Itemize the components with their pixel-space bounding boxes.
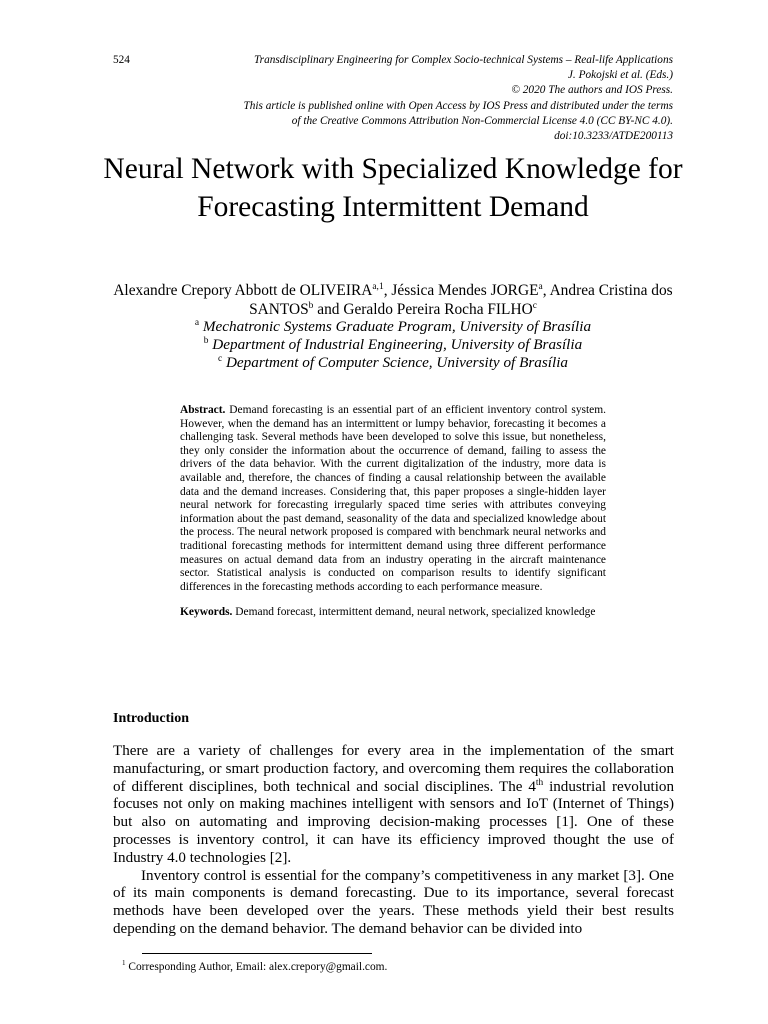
paragraph: Inventory control is essential for the company’s competitiveness in any market [3]. One of its main components is demand forecasting. Due to its importance, several forecast methods have been developed over the years. These methods yield their best results depending on the demand behavior. The demand behavior can be divided into [113, 867, 674, 937]
footnote-text: Corresponding Author, Email: alex.crepory@gmail.com. [128, 961, 388, 973]
author-name: Geraldo Pereira Rocha FILHO [343, 300, 533, 318]
keywords [180, 606, 606, 620]
paragraph-text: industrial revolution focuses not only on making machines intelligent with sensors and IoT (Internet of Things) but also on automating and improving decision-making processes [1]. One of these processes is inventory control, it can have its efficiency improved thought the use of Industry 4.0 technologies [2]. [113, 778, 675, 866]
affiliation-mark: c [217, 353, 223, 364]
ordinal-superscript: th [535, 777, 544, 788]
header-line-editors: J. Pokojski et al. (Eds.) [567, 69, 673, 82]
header-line-license-1: This article is published online with Open Access by IOS Press and distributed under the terms [243, 99, 673, 112]
abstract [180, 404, 606, 594]
abstract-block [180, 404, 606, 620]
header-line-copyright: © 2020 The authors and IOS Press. [511, 84, 673, 97]
affiliation [100, 336, 686, 354]
author-separator: , [383, 282, 392, 299]
section-heading: Introduction [113, 711, 189, 726]
header-line-license-2: of the Creative Commons Attribution Non-Commercial License 4.0 (CC BY-NC 4.0). [291, 114, 673, 127]
author-affil-mark: b [308, 299, 314, 311]
abstract-text: Demand forecasting is an essential part of an efficient inventory control system. However, when the demand has an intermittent or lumpy behavior, forecasting it becomes a challenging task. Several methods have been developed to solve this issue, but nonetheless, they only consider the information about the occurrence of demand, failing to assess the drivers of the data behavior. With the current digitalization of the industry, more data is available and, therefore, the chances of finding a causal relationship between the available data and the demand increases. Considering that, this paper proposes a single-hidden layer neural network for forecasting irregularly spaced time series with attributes conveying information about the past demand, seasonality of the data and specialized knowledge about the process. The neural network proposed is compared with benchmark neural networks and traditional forecasting methods for intermittent demand using three different performance measures on actual demand data from an industry operating in the aircraft maintenance sector. Statistical analysis is conducted on comparison results to identify significant differences in the forecasting methods according to each performance measure. [180, 404, 607, 593]
affiliation-text: Mechatronic Systems Graduate Program, University of Brasília [202, 318, 592, 335]
author-separator: and [313, 300, 344, 318]
keywords-text: Demand forecast, intermittent demand, neural network, specialized knowledge [235, 606, 596, 619]
affiliation [100, 318, 686, 336]
affiliation-mark: b [203, 335, 209, 346]
keywords-label: Keywords. [180, 606, 233, 619]
paper-title: Neural Network with Specialized Knowledge for Forecasting Intermittent Demand [103, 153, 683, 223]
affiliation-list [100, 318, 686, 371]
author-name: Andrea Cristina dos SANTOS [249, 282, 673, 318]
affiliation-mark: a [194, 317, 200, 328]
author-name: Jéssica Mendes JORGE [391, 282, 539, 299]
running-header [113, 53, 673, 144]
publication-info [113, 53, 673, 144]
affiliation [100, 354, 686, 372]
footnote [122, 960, 387, 974]
header-line-doi: doi:10.3233/ATDE200113 [554, 130, 673, 143]
header-line-series: Transdisciplinary Engineering for Complex Socio-technical Systems – Real-life Applications [254, 54, 673, 66]
footnote-separator [142, 953, 372, 954]
paragraph-text: There are a variety of challenges for every area in the implementation of the smart manufacturing, or smart production factory, and overcoming them requires the collaboration of different disciplines, both technical and social disciplines. The 4 [113, 743, 674, 795]
paragraph [113, 743, 674, 868]
body-text [113, 743, 674, 939]
affiliation-text: Department of Computer Science, University of Brasília [225, 353, 569, 371]
abstract-label: Abstract. [180, 404, 226, 416]
author-affil-mark: c [532, 299, 537, 311]
footnote-mark: 1 [122, 959, 126, 968]
page-number: 524 [113, 54, 130, 66]
author-list [100, 282, 686, 319]
affiliation-text: Department of Industrial Engineering, University of Brasília [212, 335, 583, 353]
author-affil-mark: a,1 [372, 280, 384, 292]
author-affil-mark: a [538, 280, 543, 292]
author-name: Alexandre Crepory Abbott de OLIVEIRA [113, 282, 373, 299]
author-separator: , [542, 282, 550, 299]
